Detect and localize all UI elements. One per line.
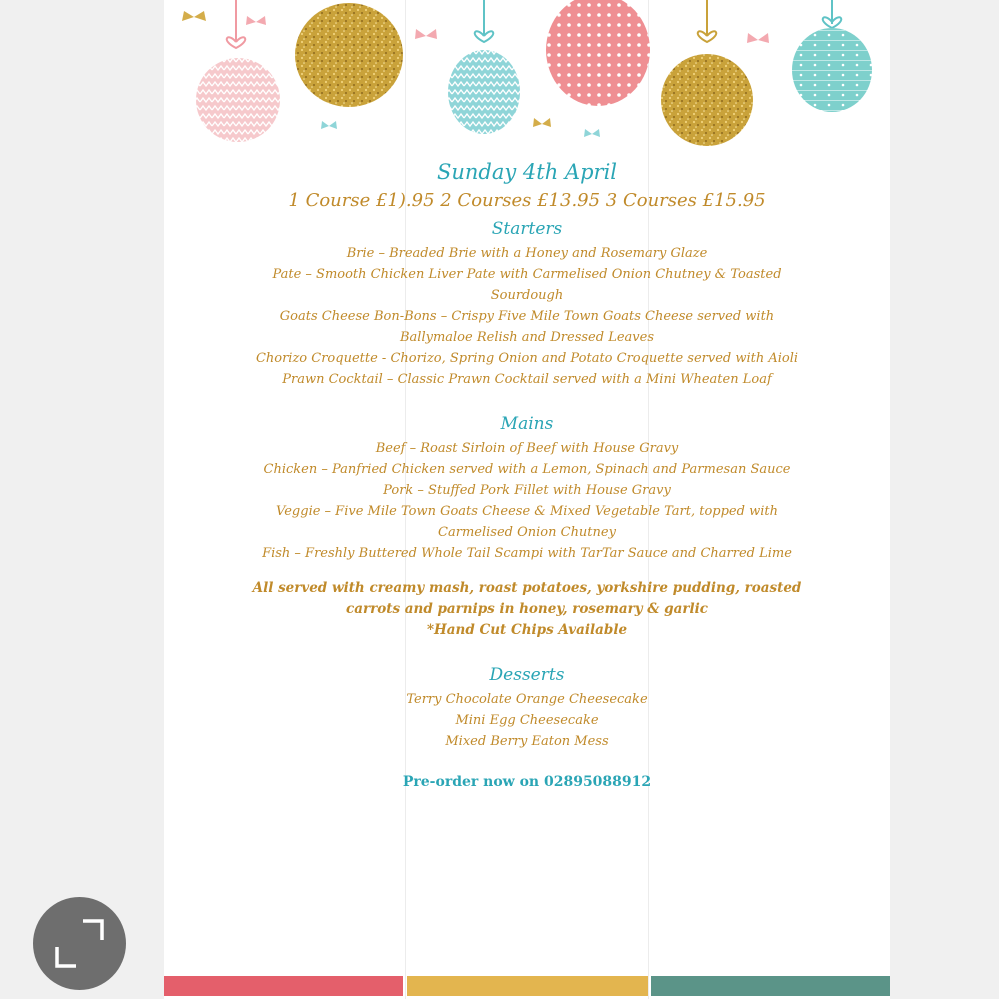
list-item: Veggie – Five Mile Town Goats Cheese & Mixed Vegetable Tart, topped with Carmelised Onion Chutney <box>276 504 778 540</box>
list-item: Beef – Roast Sirloin of Beef with House Gravy <box>375 441 679 456</box>
desserts-list <box>164 689 890 752</box>
chips-note: *Hand Cut Chips Available <box>426 622 628 638</box>
list-item: Brie – Breaded Brie with a Honey and Rosemary Glaze <box>346 246 708 261</box>
list-item: Mini Egg Cheesecake <box>455 713 599 728</box>
served-with-text: All served with creamy mash, roast potatoes, yorkshire pudding, roasted carrots and parnips in honey, rosemary & garlic <box>252 580 802 617</box>
list-item: Pork – Stuffed Pork Fillet with House Gravy <box>383 483 671 498</box>
list-item: Goats Cheese Bon-Bons – Crispy Five Mile Town Goats Cheese served with Ballymaloe Relish and Dressed Leaves <box>279 309 775 345</box>
easter-egg-banner <box>164 0 890 150</box>
mains-list <box>164 438 890 564</box>
pink-polkadot-egg-icon <box>546 0 650 106</box>
pink-chevron-egg-icon <box>196 0 280 142</box>
starters-list <box>164 243 890 390</box>
gold-glitter-egg-icon <box>661 0 753 146</box>
list-item: Prawn Cocktail – Classic Prawn Cocktail served with a Mini Wheaten Loaf <box>282 372 772 387</box>
expand-button[interactable] <box>33 897 126 990</box>
starters-heading: Starters <box>491 219 563 239</box>
list-item: Chorizo Croquette - Chorizo, Spring Onion and Potato Croquette served with Aioli <box>255 351 799 366</box>
footer-stripe-gold <box>407 976 648 996</box>
list-item: Pate – Smooth Chicken Liver Pate with Carmelised Onion Chutney & Toasted Sourdough <box>272 267 782 303</box>
expand-icon <box>33 897 126 990</box>
footer-stripe-pink <box>164 976 403 996</box>
gold-glitter-egg-icon <box>295 3 403 107</box>
served-with-note <box>247 578 807 641</box>
footer-stripe-teal <box>651 976 890 996</box>
list-item: Mixed Berry Eaton Mess <box>445 734 609 749</box>
list-item: Fish – Freshly Buttered Whole Tail Scampi with TarTar Sauce and Charred Lime <box>262 546 792 561</box>
menu-date: Sunday 4th April <box>436 160 618 184</box>
menu-page <box>164 0 890 999</box>
teal-lace-egg-icon <box>792 0 872 112</box>
desserts-heading: Desserts <box>489 665 565 685</box>
menu-content <box>164 160 890 790</box>
course-prices: 1 Course £1).95 2 Courses £13.95 3 Courses £15.95 <box>288 190 766 211</box>
list-item: Chicken – Panfried Chicken served with a Lemon, Spinach and Parmesan Sauce <box>263 462 791 477</box>
list-item: Terry Chocolate Orange Cheesecake <box>406 692 648 707</box>
preorder-contact: Pre-order now on 02895088912 <box>402 774 652 790</box>
mains-heading: Mains <box>500 414 554 434</box>
teal-chevron-egg-icon <box>448 0 520 134</box>
